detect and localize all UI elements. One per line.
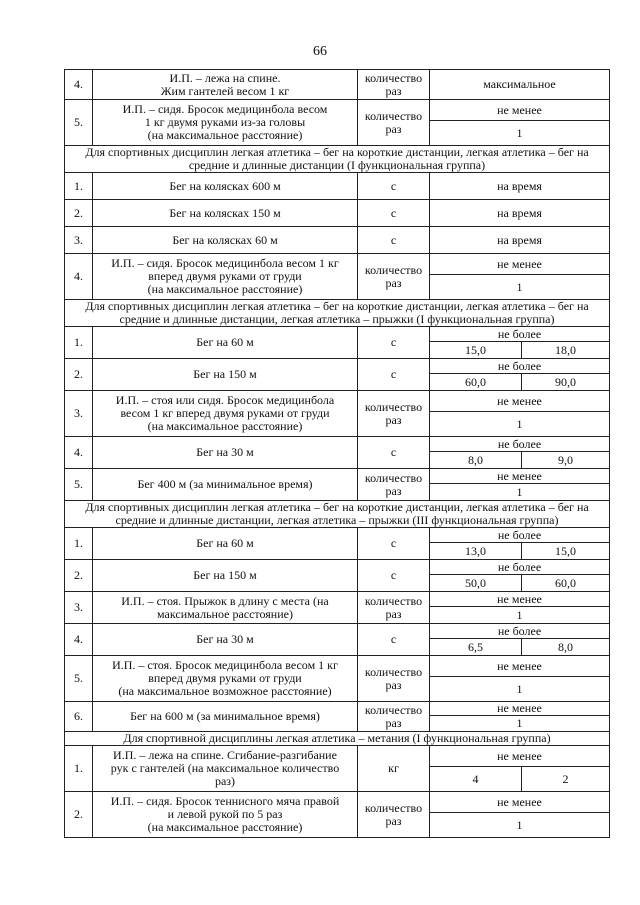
exercise-cell — [93, 624, 358, 656]
condition-cell: не менее — [430, 592, 610, 607]
exercise-line: весом 1 кг вперед двумя руками от груди — [120, 406, 330, 420]
exercise-line: (на максимальное расстояние) — [147, 282, 303, 296]
unit-cell — [358, 656, 430, 702]
row-number: 3. — [65, 227, 93, 254]
condition-cell: не более — [430, 437, 610, 452]
row-number: 4. — [65, 254, 93, 300]
exercise-line: Бег на 150 м — [193, 367, 257, 381]
unit-line: раз — [385, 606, 402, 621]
section-header: Для спортивных дисциплин легкая атлетика – бег на короткие дистанции, легкая атлетика – бег на средние и длинные дистанции, легкая атлетика – прыжки (I функциональная группа) — [65, 300, 610, 327]
unit-line: количество — [364, 262, 423, 277]
exercise-cell — [93, 656, 358, 702]
exercise-line: Жим гантелей весом 1 кг — [160, 83, 290, 98]
condition-cell: не менее — [430, 702, 610, 716]
value-boys: 8,0 — [430, 452, 522, 469]
table-row — [65, 702, 610, 716]
table-row — [65, 100, 610, 121]
value-cell: 1 — [430, 275, 610, 300]
value-cell: 1 — [430, 412, 610, 437]
table-row — [65, 624, 610, 639]
section-header: Для спортивных дисциплин легкая атлетика – бег на короткие дистанции, легкая атлетика – бег на средние и длинные дистанции, легкая атлетика – прыжки (III функциональная группа) — [65, 501, 610, 528]
exercise-line: рук с гантелей (на максимальное количество — [110, 761, 340, 775]
exercise-line: максимальное расстояние) — [157, 606, 293, 621]
condition-cell: не менее — [430, 100, 610, 121]
row-number: 1. — [65, 173, 93, 200]
exercise-line: Бег на 30 м — [196, 632, 254, 646]
condition-cell: не более — [430, 528, 610, 543]
exercise-line: (на максимальное возможное расстояние) — [118, 684, 332, 698]
value-boys: 15,0 — [430, 342, 522, 359]
exercise-cell — [93, 792, 358, 838]
unit-cell — [358, 391, 430, 437]
exercise-line: вперед двумя руками от груди — [148, 671, 302, 685]
unit-cell — [358, 469, 430, 501]
unit-line: с — [390, 367, 397, 381]
exercise-line: И.П. – сидя. Бросок медицинбола весом 1 кг — [111, 256, 339, 270]
exercise-line: вперед двумя руками от груди — [148, 269, 302, 283]
table-row — [65, 469, 610, 484]
unit-line: с — [390, 445, 397, 459]
exercise-cell — [93, 100, 358, 146]
value-cell: на время — [430, 227, 610, 254]
row-number: 3. — [65, 391, 93, 437]
unit-line: количество — [364, 70, 423, 85]
exercise-cell — [93, 200, 358, 227]
exercise-cell — [93, 528, 358, 560]
exercise-line: И.П. – стоя. Прыжок в длину с места (на — [121, 593, 329, 608]
row-number: 1. — [65, 528, 93, 560]
row-number: 5. — [65, 469, 93, 501]
unit-cell — [358, 254, 430, 300]
unit-line: количество — [364, 593, 423, 608]
exercise-line: 1 кг двумя руками из-за головы — [144, 115, 306, 129]
unit-line: с — [390, 335, 397, 349]
table-row — [65, 592, 610, 607]
exercise-line: Бег на колясках 600 м — [169, 178, 281, 193]
value-boys: 60,0 — [430, 374, 522, 391]
row-number: 4. — [65, 70, 93, 100]
unit-line: кг — [388, 761, 399, 775]
exercise-line: И.П. – стоя. Бросок медицинбола весом 1 кг — [112, 658, 338, 672]
table-row — [65, 227, 610, 254]
section-header-row — [65, 300, 610, 327]
unit-line: с — [390, 536, 397, 550]
row-number: 2. — [65, 359, 93, 391]
value-boys: 6,5 — [430, 639, 522, 656]
unit-line: количество — [364, 800, 423, 815]
table-row — [65, 327, 610, 342]
table-row — [65, 173, 610, 200]
table-row — [65, 437, 610, 452]
value-cell: 1 — [430, 607, 610, 624]
exercise-cell — [93, 227, 358, 254]
table-row — [65, 746, 610, 767]
condition-cell: не менее — [430, 254, 610, 275]
exercise-line: (на максимальное расстояние) — [147, 419, 303, 433]
condition-cell: не более — [430, 624, 610, 639]
unit-line: раз — [385, 83, 402, 98]
unit-line: с — [390, 632, 397, 646]
value-cell: на время — [430, 173, 610, 200]
value-boys: 4 — [430, 767, 522, 792]
table-row — [65, 359, 610, 374]
exercise-cell — [93, 254, 358, 300]
row-number: 2. — [65, 200, 93, 227]
exercise-cell — [93, 592, 358, 624]
value-girls: 18,0 — [522, 342, 610, 359]
row-number: 5. — [65, 656, 93, 702]
row-number: 2. — [65, 560, 93, 592]
table-row — [65, 391, 610, 412]
unit-line: количество — [364, 108, 423, 123]
exercise-cell — [93, 359, 358, 391]
unit-line: с — [390, 205, 397, 220]
unit-line: с — [390, 232, 397, 247]
unit-cell — [358, 100, 430, 146]
exercise-line: Бег на 60 м — [196, 536, 254, 550]
value-girls: 60,0 — [522, 575, 610, 592]
table-row — [65, 792, 610, 813]
unit-line: количество — [364, 702, 423, 717]
exercise-line: (на максимальное расстояние) — [147, 128, 303, 142]
unit-cell — [358, 746, 430, 792]
section-header-row — [65, 732, 610, 746]
table-row — [65, 70, 610, 100]
unit-cell — [358, 70, 430, 100]
exercise-cell — [93, 437, 358, 469]
unit-line: раз — [385, 677, 402, 692]
condition-cell: не менее — [430, 391, 610, 412]
value-girls: 9,0 — [522, 452, 610, 469]
value-cell: 1 — [430, 813, 610, 838]
exercise-line: (на максимальное расстояние) — [147, 820, 303, 834]
exercise-cell — [93, 702, 358, 732]
condition-cell: не менее — [430, 469, 610, 484]
unit-cell — [358, 327, 430, 359]
value-cell: максимальное — [430, 70, 610, 100]
exercise-line: раз) — [214, 774, 236, 788]
exercise-line: Бег на колясках 150 м — [169, 205, 281, 220]
value-girls: 8,0 — [522, 639, 610, 656]
exercise-line: Бег на колясках 60 м — [172, 232, 278, 247]
unit-line: с — [390, 178, 397, 193]
exercise-line: И.П. – сидя. Бросок теннисного мяча правой — [110, 794, 340, 808]
unit-line: раз — [385, 483, 402, 498]
unit-line: количество — [364, 399, 423, 414]
unit-cell — [358, 359, 430, 391]
section-header: Для спортивных дисциплин легкая атлетика – бег на короткие дистанции, легкая атлетика – бег на средние и длинные дистанции (I функциональная группа) — [65, 146, 610, 173]
value-girls: 90,0 — [522, 374, 610, 391]
unit-line: количество — [364, 664, 423, 679]
exercise-line: и левой рукой по 5 раз — [167, 807, 283, 821]
unit-cell — [358, 624, 430, 656]
exercise-line: И.П. – стоя или сидя. Бросок медицинбола — [115, 393, 335, 407]
condition-cell: не менее — [430, 656, 610, 677]
unit-cell — [358, 227, 430, 254]
value-girls: 2 — [522, 767, 610, 792]
exercise-line: И.П. – лежа на спине. Сгибание-разгибание — [113, 748, 337, 762]
value-cell: 1 — [430, 716, 610, 732]
row-number: 2. — [65, 792, 93, 838]
row-number: 4. — [65, 624, 93, 656]
unit-cell — [358, 702, 430, 732]
exercise-cell — [93, 391, 358, 437]
value-cell: на время — [430, 200, 610, 227]
exercise-cell — [93, 173, 358, 200]
section-header-row — [65, 146, 610, 173]
row-number: 1. — [65, 746, 93, 792]
value-cell: 1 — [430, 484, 610, 501]
unit-cell — [358, 437, 430, 469]
unit-cell — [358, 792, 430, 838]
condition-cell: не менее — [430, 792, 610, 813]
exercise-cell — [93, 560, 358, 592]
exercise-line: Бег на 60 м — [196, 335, 254, 349]
row-number: 5. — [65, 100, 93, 146]
row-number: 4. — [65, 437, 93, 469]
exercise-line: Бег на 30 м — [196, 445, 254, 459]
unit-line: количество — [364, 470, 423, 485]
unit-line: раз — [385, 275, 402, 290]
exercise-cell — [93, 469, 358, 501]
table-row — [65, 200, 610, 227]
value-girls: 15,0 — [522, 543, 610, 560]
value-boys: 13,0 — [430, 543, 522, 560]
exercise-cell — [93, 746, 358, 792]
condition-cell: не менее — [430, 746, 610, 767]
exercise-line: И.П. – лежа на спине. — [169, 70, 281, 85]
unit-line: раз — [385, 121, 402, 136]
exercise-line: Бег на 600 м (за минимальное время) — [130, 709, 320, 723]
table-row — [65, 254, 610, 275]
condition-cell: не более — [430, 560, 610, 575]
unit-line: раз — [385, 813, 402, 828]
unit-line: раз — [385, 715, 402, 730]
exercise-cell — [93, 327, 358, 359]
unit-line: с — [390, 568, 397, 582]
value-cell: 1 — [430, 677, 610, 702]
section-header-row — [65, 501, 610, 528]
exercise-cell — [93, 70, 358, 100]
row-number: 6. — [65, 702, 93, 732]
condition-cell: не более — [430, 327, 610, 342]
unit-cell — [358, 528, 430, 560]
condition-cell: не более — [430, 359, 610, 374]
exercise-line: Бег на 150 м — [193, 568, 257, 582]
row-number: 3. — [65, 592, 93, 624]
exercise-line: И.П. – сидя. Бросок медицинбола весом — [122, 102, 328, 116]
exercise-line: Бег 400 м (за минимальное время) — [137, 477, 313, 491]
norms-table — [64, 69, 610, 838]
value-boys: 50,0 — [430, 575, 522, 592]
value-cell: 1 — [430, 121, 610, 146]
unit-cell — [358, 560, 430, 592]
table-row — [65, 528, 610, 543]
table-row — [65, 656, 610, 677]
unit-line: раз — [385, 412, 402, 427]
table-row — [65, 560, 610, 575]
unit-cell — [358, 173, 430, 200]
page-number: 66 — [313, 44, 327, 59]
section-header: Для спортивной дисциплины легкая атлетика – метания (I функциональная группа) — [65, 732, 610, 746]
row-number: 1. — [65, 327, 93, 359]
unit-cell — [358, 200, 430, 227]
unit-cell — [358, 592, 430, 624]
